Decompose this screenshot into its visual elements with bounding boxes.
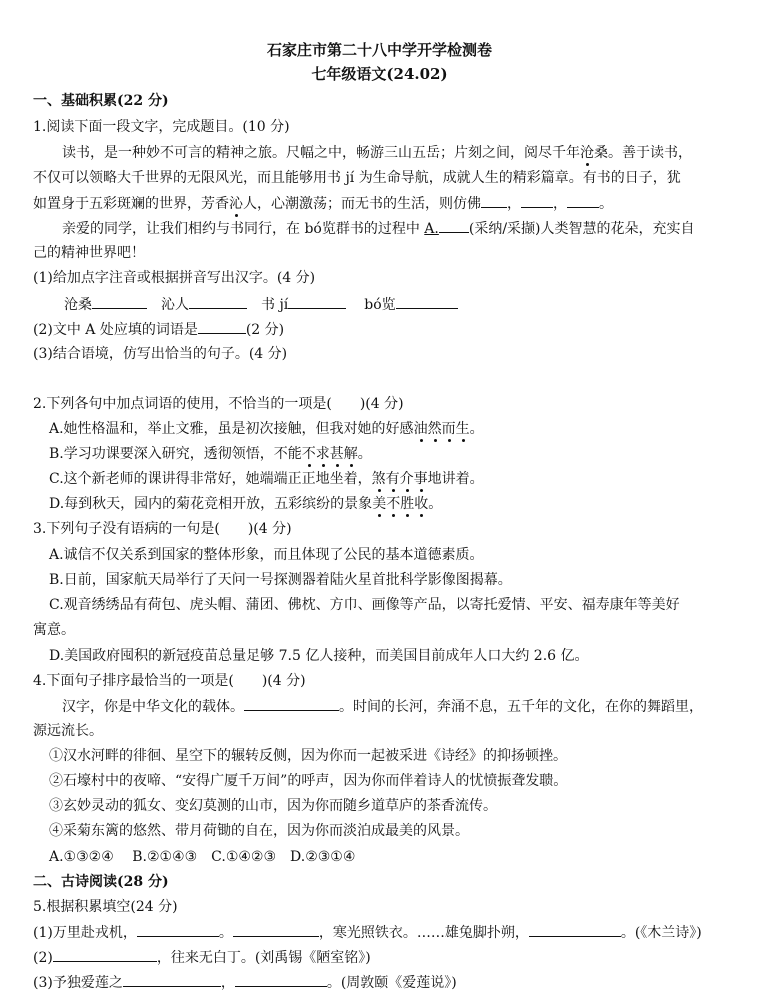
- q1-para-line-3: 如置身于五彩斑斓的世界，芳香沁人，心潮激荡；而无书的生活，则仿佛 ， ， 。: [33, 193, 613, 214]
- section-2-title: 二、古诗阅读(28 分): [33, 874, 169, 890]
- q4-stem: 4.下面句子排序最恰当的一项是( )(4 分): [33, 673, 306, 689]
- q4-para-line-1: 汉字，你是中华文化的载体。 。时间的长河，奔涌不息，五千年的文化，在你的舞蹈里，: [62, 696, 703, 717]
- q1-sub1-blanks: 沧桑 沁人 书 jí bó览: [64, 294, 458, 315]
- q1-sub2: (2)文中 A 处应填的词语是 (2 分): [33, 319, 284, 340]
- q1-para-line-4: 亲爱的同学，让我们相约与书同行，在 bó览群书的过程中 A. (采纳/采撷)人类智慧的花朵，充实自: [62, 218, 695, 239]
- q1-stem: 1.阅读下面一段文字，完成题目。(10 分): [33, 119, 290, 135]
- q1-sub1: (1)给加点字注音或根据拼音写出汉字。(4 分): [33, 270, 316, 286]
- subject-title: 七年级语文(24.02): [311, 65, 448, 83]
- blank-a[interactable]: [439, 218, 469, 233]
- q2-stem: 2.下列各句中加点词语的使用，不恰当的一项是( )(4 分): [33, 396, 404, 412]
- blank[interactable]: [235, 972, 327, 987]
- q2-option-b[interactable]: B.学习功课要深入研究，透彻领悟，不能不求甚解。: [49, 446, 372, 462]
- q1-para-line-2: 不仅可以领略大千世界的无限风光，而且能够用书 jí 为生命导航，成就人生的精彩篇章。有书的日子，犹: [33, 170, 681, 186]
- q4-sentence-1: ①汉水河畔的徘徊、星空下的辗转反侧，因为你而一起被采进《诗经》的抑扬顿挫。: [49, 748, 567, 764]
- blank[interactable]: [92, 294, 147, 309]
- q4-sentence-2: ②石壕村中的夜啼、“安得广厦千万间”的呼声，因为你而伴着诗人的忧愤振聋发聩。: [49, 773, 568, 789]
- blank[interactable]: [529, 922, 621, 937]
- q3-option-d[interactable]: D.美国政府囤积的新冠疫苗总量足够 7.5 亿人接种，而美国目前成年人口大约 2.6 亿。: [49, 648, 589, 664]
- blank[interactable]: [198, 319, 246, 334]
- blank[interactable]: [567, 193, 599, 208]
- q1-sub3: (3)结合语境，仿写出恰当的句子。(4 分): [33, 346, 288, 362]
- q2-option-d[interactable]: D.每到秋天，园内的菊花竞相开放，五彩缤纷的景象美不胜收。: [49, 496, 443, 512]
- q3-option-c[interactable]: C.观音绣绣品有荷包、虎头帽、蒲团、佛枕、方巾、画像等产品，以寄托爱情、平安、福寿康年等美好: [49, 597, 680, 613]
- blank[interactable]: [396, 294, 458, 309]
- q5-line-1: (1)万里赴戎机， 。 ，寒光照铁衣。……雄兔脚扑朔， 。(《木兰诗》): [33, 922, 702, 943]
- blank[interactable]: [123, 972, 221, 987]
- q3-option-a[interactable]: A.诚信不仅关系到国家的整体形象，而且体现了公民的基本道德素质。: [49, 547, 484, 563]
- blank[interactable]: [53, 947, 157, 962]
- q4-sentence-3: ③玄妙灵动的狐女、变幻莫测的山市，因为你而随乡道草庐的茶香流传。: [49, 798, 497, 814]
- q3-option-c-cont: 寓意。: [33, 622, 75, 638]
- q4-para-line-2: 源远流长。: [33, 723, 103, 739]
- q2-option-c[interactable]: C.这个新老师的课讲得非常好，她端端正正地坐着，煞有介事地讲着。: [49, 471, 484, 487]
- blank[interactable]: [137, 922, 219, 937]
- q4-options[interactable]: A.①③②④ B.②①④③ C.①④②③ D.②③①④: [49, 849, 356, 865]
- blank[interactable]: [244, 696, 339, 711]
- blank[interactable]: [481, 193, 507, 208]
- blank[interactable]: [189, 294, 247, 309]
- q3-stem: 3.下列句子没有语病的一句是( )(4 分): [33, 521, 292, 537]
- q2-option-a[interactable]: A.她性格温和，举止文雅，虽是初次接触，但我对她的好感油然而生。: [49, 421, 484, 437]
- school-title: 石家庄市第二十八中学开学检测卷: [266, 41, 492, 59]
- section-1-title: 一、基础积累(22 分): [33, 93, 169, 109]
- q4-sentence-4: ④采菊东篱的悠然、带月荷锄的自在，因为你而淡泊成最美的风景。: [49, 823, 469, 839]
- q5-stem: 5.根据积累填空(24 分): [33, 899, 178, 915]
- blank[interactable]: [288, 294, 346, 309]
- q1-para-line-1: 读书，是一种妙不可言的精神之旅。尺幅之中，畅游三山五岳；片刻之间，阅尽千年沧桑。善于读书，: [62, 145, 692, 161]
- q1-para-line-5: 己的精神世界吧！: [33, 245, 145, 261]
- q5-line-2: (2) ，往来无白丁。(刘禹锡《陋室铭》): [33, 947, 371, 968]
- blank[interactable]: [521, 193, 553, 208]
- q5-line-3: (3)予独爱莲之 ， 。(周敦颐《爱莲说》): [33, 972, 457, 993]
- blank[interactable]: [233, 922, 319, 937]
- q3-option-b[interactable]: B.日前，国家航天局举行了天问一号探测器着陆火星首批科学影像图揭幕。: [49, 572, 512, 588]
